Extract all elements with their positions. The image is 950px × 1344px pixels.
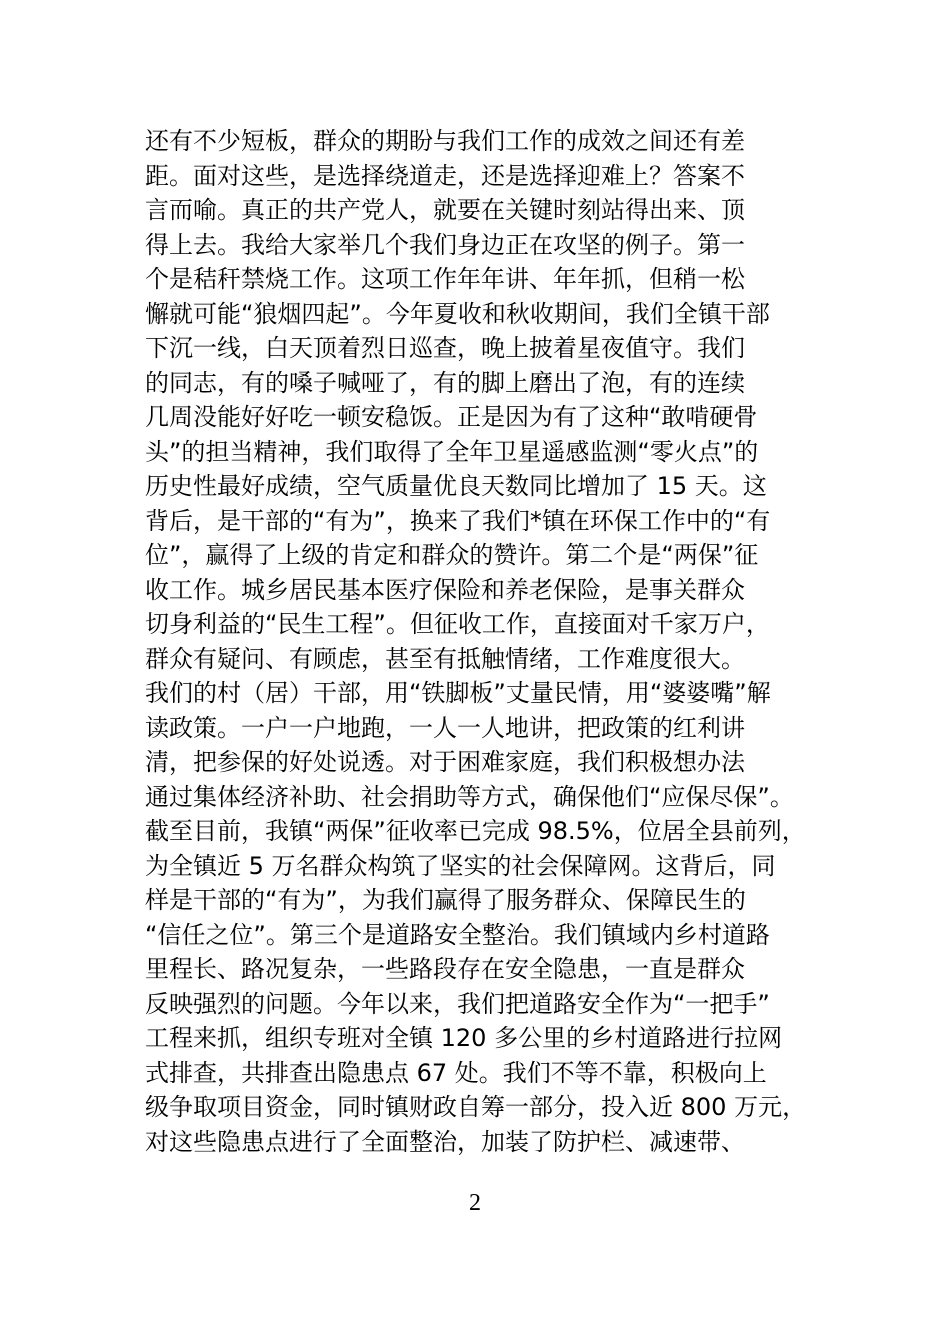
text-line: 切身利益的“民生工程”。但征收工作，直接面对千家万户， [145,610,770,638]
text-line: 收工作。城乡居民基本医疗保险和养老保险，是事关群众 [145,575,745,604]
text-line: 得上去。我给大家举几个我们身边正在攻坚的例子。第一 [145,230,745,259]
text-line: 样是干部的“有为”，为我们赢得了服务群众、保障民生的 [145,886,746,914]
text-line: 还有不少短板，群众的期盼与我们工作的成效之间还有差 [145,127,745,155]
text-line: “信任之位”。第三个是道路安全整治。我们镇域内乡村道路 [145,920,770,949]
page-number: 2 [469,1190,481,1216]
text-line: 言而喻。真正的共产党人，就要在关键时刻站得出来、顶 [145,196,745,224]
text-line: 清，把参保的好处说透。对于困难家庭，我们积极想办法 [145,748,745,776]
text-line: 背后，是干部的“有为”，换来了我们*镇在环保工作中的“有 [145,506,771,535]
text-line: 距。面对这些，是选择绕道走，还是选择迎难上？答案不 [145,161,745,190]
text-line: 反映强烈的问题。今年以来，我们把道路安全作为“一把手” [145,989,770,1018]
body-text [145,124,845,1159]
text-line: 式排查，共排查出隐患点 67 处。我们不等不靠，积极向上 [145,1058,767,1087]
text-line: 历史性最好成绩，空气质量优良天数同比增加了 15 天。这 [145,472,767,500]
text-line: 我们的村（居）干部，用“铁脚板”丈量民情，用“婆婆嘴”解 [145,679,771,707]
text-line: 对这些隐患点进行了全面整治，加装了防护栏、减速带、 [145,1127,745,1156]
text-line: 截至目前，我镇“两保”征收率已完成 98.5%，位居全县前列， [145,817,806,845]
text-line: 级争取项目资金，同时镇财政自筹一部分，投入近 800 万元， [145,1093,807,1121]
text-line: 头”的担当精神，我们取得了全年卫星遥感监测“零火点”的 [145,437,759,466]
text-line: 里程长、路况复杂，一些路段存在安全隐患，一直是群众 [145,955,745,983]
text-line: 的同志，有的嗓子喊哑了，有的脚上磨出了泡，有的连续 [145,368,745,397]
text-line: 工程来抓，组织专班对全镇 120 多公里的乡村道路进行拉网 [145,1024,783,1052]
text-line: 群众有疑问、有顾虑，甚至有抵触情绪，工作难度很大。 [145,644,745,673]
text-line: 通过集体经济补助、社会捐助等方式，确保他们“应保尽保”。 [145,782,794,811]
text-line: 个是秸秆禁烧工作。这项工作年年讲、年年抓，但稍一松 [145,265,745,293]
text-line: 读政策。一户一户地跑，一人一人地讲，把政策的红利讲 [145,713,745,742]
text-line: 几周没能好好吃一顿安稳饭。正是因为有了这种“敢啃硬骨 [145,403,758,431]
text-line: 下沉一线，白天顶着烈日巡查，晚上披着星夜值守。我们 [145,334,745,362]
text-line: 位”，赢得了上级的肯定和群众的赞许。第二个是“两保”征 [145,541,759,569]
text-line: 为全镇近 5 万名群众构筑了坚实的社会保障网。这背后，同 [145,851,776,880]
text-line: 懈就可能“狼烟四起”。今年夏收和秋收期间，我们全镇干部 [145,299,770,328]
